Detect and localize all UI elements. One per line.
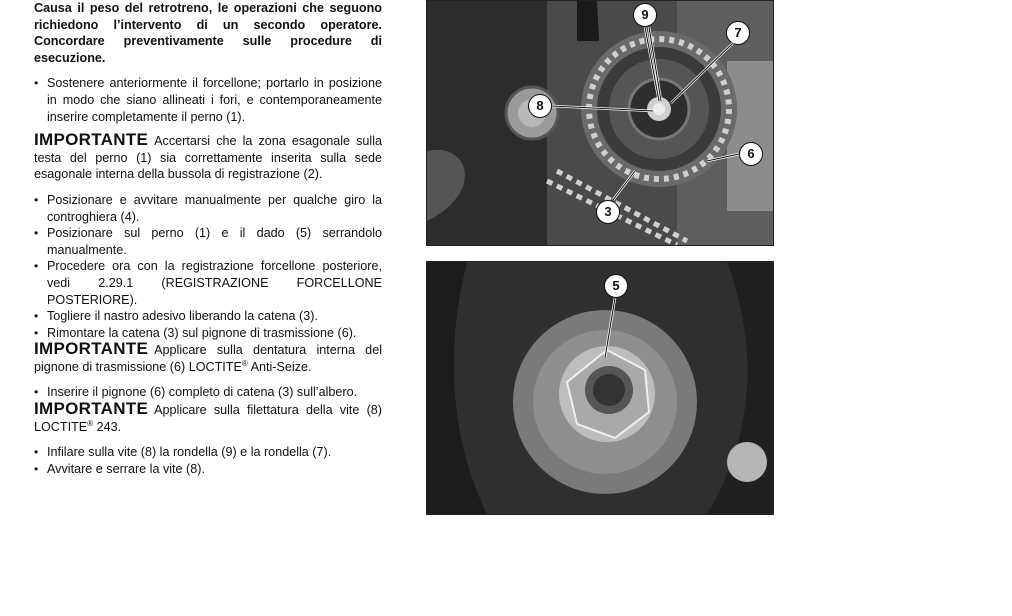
important-note-3 (34, 401, 382, 435)
important-label: IMPORTANTE (34, 130, 149, 150)
step-item: • Posizionare e avvitare manualmente per qualche giro la controghiera (4). (34, 192, 382, 225)
important-text: Accertarsi che la zona esagonale sulla testa del perno (1) sia correttamente inserita sulla sede esagonale interna della bussola di registrazione (2). (34, 134, 382, 182)
step-item: • Posizionare sul perno (1) e il dado (5) serrandolo manualmente. (34, 225, 382, 258)
callout-8: 8 (528, 94, 552, 118)
step-item: • Avvitare e serrare la vite (8). (34, 461, 382, 478)
important-text: 243. (93, 419, 122, 434)
step-item: • Rimontare la catena (3) sul pignone di trasmissione (6). (34, 325, 382, 342)
step-list-4 (34, 444, 382, 477)
step-item: • Procedere ora con la registrazione forcellone posteriore, vedi 2.29.1 (REGISTRAZIONE FORCELLONE POSTERIORE). (34, 258, 382, 308)
nut-photo (426, 261, 774, 515)
nut-illustration (427, 262, 773, 514)
sprocket-photo (426, 0, 774, 246)
callout-6: 6 (739, 142, 763, 166)
instruction-text-column (34, 0, 382, 477)
important-text: Applicare sulla filettatura della vite (8) LOCTITE (34, 403, 382, 434)
step-list-2 (34, 192, 382, 341)
step-item: • Sostenere anteriormente il forcellone; portarlo in posizione in modo che siano allineati i fori, e contemporaneamente inserire completamente il perno (1). (34, 75, 382, 125)
important-text: Anti-Seize. (247, 359, 312, 374)
registered-mark: ® (241, 358, 248, 368)
important-label: IMPORTANTE (34, 399, 149, 419)
step-item: • Togliere il nastro adesivo liberando la catena (3). (34, 308, 382, 325)
important-label: IMPORTANTE (34, 339, 149, 359)
callout-9: 9 (633, 3, 657, 27)
step-item: • Infilare sulla vite (8) la rondella (9) e la rondella (7). (34, 444, 382, 461)
step-list-3 (34, 384, 382, 401)
important-note-2 (34, 341, 382, 375)
important-note-1 (34, 132, 382, 183)
callout-3: 3 (596, 200, 620, 224)
warning-paragraph: Causa il peso del retrotreno, le operazioni che seguono richiedono l’intervento di un secondo operatore. Concordare preventivamente sulle procedure di esecuzione. (34, 1, 382, 65)
callout-5: 5 (604, 274, 628, 298)
important-text: Applicare sulla dentatura interna del pignone di trasmissione (6) LOCTITE (34, 343, 382, 374)
registered-mark: ® (87, 418, 94, 428)
callout-7: 7 (726, 21, 750, 45)
step-list-1 (34, 75, 382, 125)
step-item: • Inserire il pignone (6) completo di catena (3) sull’albero. (34, 384, 382, 401)
